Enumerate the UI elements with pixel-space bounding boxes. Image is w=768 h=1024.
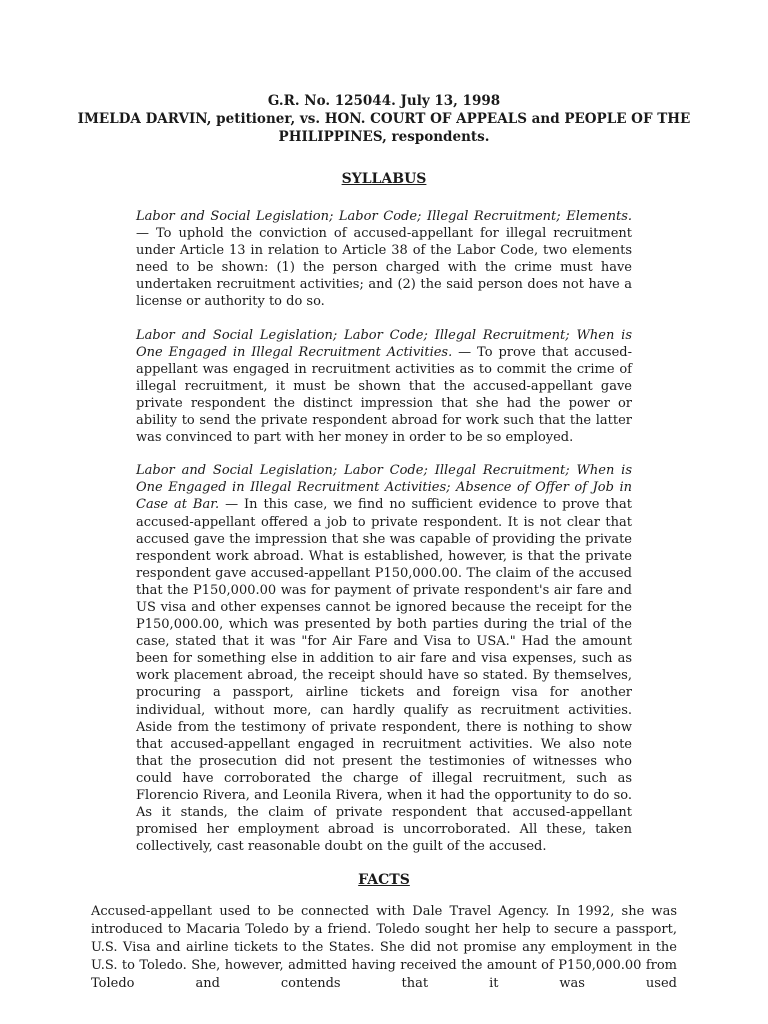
syllabus-paragraph bbox=[136, 327, 632, 447]
syllabus-body: — To prove that accused-appellant was engaged in recruitment activities as to commit the crime of illegal recruitment, it must be shown that the accused-appellant gave private respondent the distinct impression that she had the power or ability to send the private respondent abroad for work such that the latter was convinced to part with her money in order to be so employed. bbox=[136, 344, 633, 446]
case-number: G.R. No. 125044. July 13, 1998 bbox=[267, 93, 501, 109]
facts-section bbox=[91, 903, 677, 993]
syllabus-paragraph bbox=[136, 462, 632, 855]
syllabus-heading: Labor and Social Legislation; Labor Code; Illegal Recruitment; When is One Engaged in Illegal Recruitment Activities. bbox=[136, 327, 632, 360]
syllabus-body: — In this case, we find no sufficient evidence to prove that accused-appellant offered a job to private respondent. It is not clear that accused gave the impression that she was capable of providing the private respondent work abroad. What is established, however, is that the private respondent gave accused-appellant P150,000.00. The claim of the accused that the P150,000.00 was for payment of private respondent's air fare and US visa and other expenses cannot be ignored because the receipt for the P150,000.00, which was presented by both parties during the trial of the case, stated that it was "for Air Fare and Visa to USA." Had the amount been for something else in addition to air fare and visa expenses, such as work placement abroad, the receipt should have so stated. By themselves, procuring a passport, airline tickets and foreign visa for another individual, without more, can hardly qualify as recruitment activities. Aside from the testimony of private respondent, there is nothing to show that accused-appellant engaged in recruitment activities. We also note that the prosecution did not present the testimonies of witnesses who could have corroborated the charge of illegal recruitment, such as Florencio Rivera, and Leonila Rivera, when it had the opportunity to do so. As it stands, the claim of private respondent that accused-appellant promised her employment abroad is uncorroborated. All these, taken collectively, cast reasonable doubt on the guilt of the accused. bbox=[136, 497, 632, 855]
syllabus-heading: Labor and Social Legislation; Labor Code; Illegal Recruitment; When is One Engaged in Illegal Recruitment Activities; Absence of Offer of Job in Case at Bar. bbox=[136, 463, 632, 513]
case-parties-line2: PHILIPPINES, respondents. bbox=[278, 129, 490, 145]
facts-title: FACTS bbox=[358, 872, 410, 889]
syllabus-title: SYLLABUS bbox=[341, 171, 427, 187]
syllabus-heading: Labor and Social Legislation; Labor Code; Illegal Recruitment; Elements. bbox=[136, 209, 632, 224]
case-header bbox=[60, 92, 708, 146]
facts-paragraph: Accused-appellant used to be connected with Dale Travel Agency. In 1992, she was introduced to Macaria Toledo by a friend. Toledo sought her help to secure a passport, U.S. Visa and airline tickets to the States. She did not promise any employment in the U.S. to Toledo. She, however, admitted having received the amount of P150,000.00 from Toledo and contends that it was used bbox=[91, 904, 677, 992]
syllabus-section bbox=[136, 208, 632, 855]
case-parties-line1: IMELDA DARVIN, petitioner, vs. HON. COURT OF APPEALS and PEOPLE OF THE bbox=[77, 111, 691, 127]
syllabus-body: — To uphold the conviction of accused-appellant for illegal recruitment under Article 13 in relation to Article 38 of the Labor Code, two elements need to be shown: (1) the person charged with the crime must have undertaken recruitment activities; and (2) the said person does not have a license or authority to do so. bbox=[136, 226, 632, 310]
syllabus-paragraph bbox=[136, 208, 632, 311]
